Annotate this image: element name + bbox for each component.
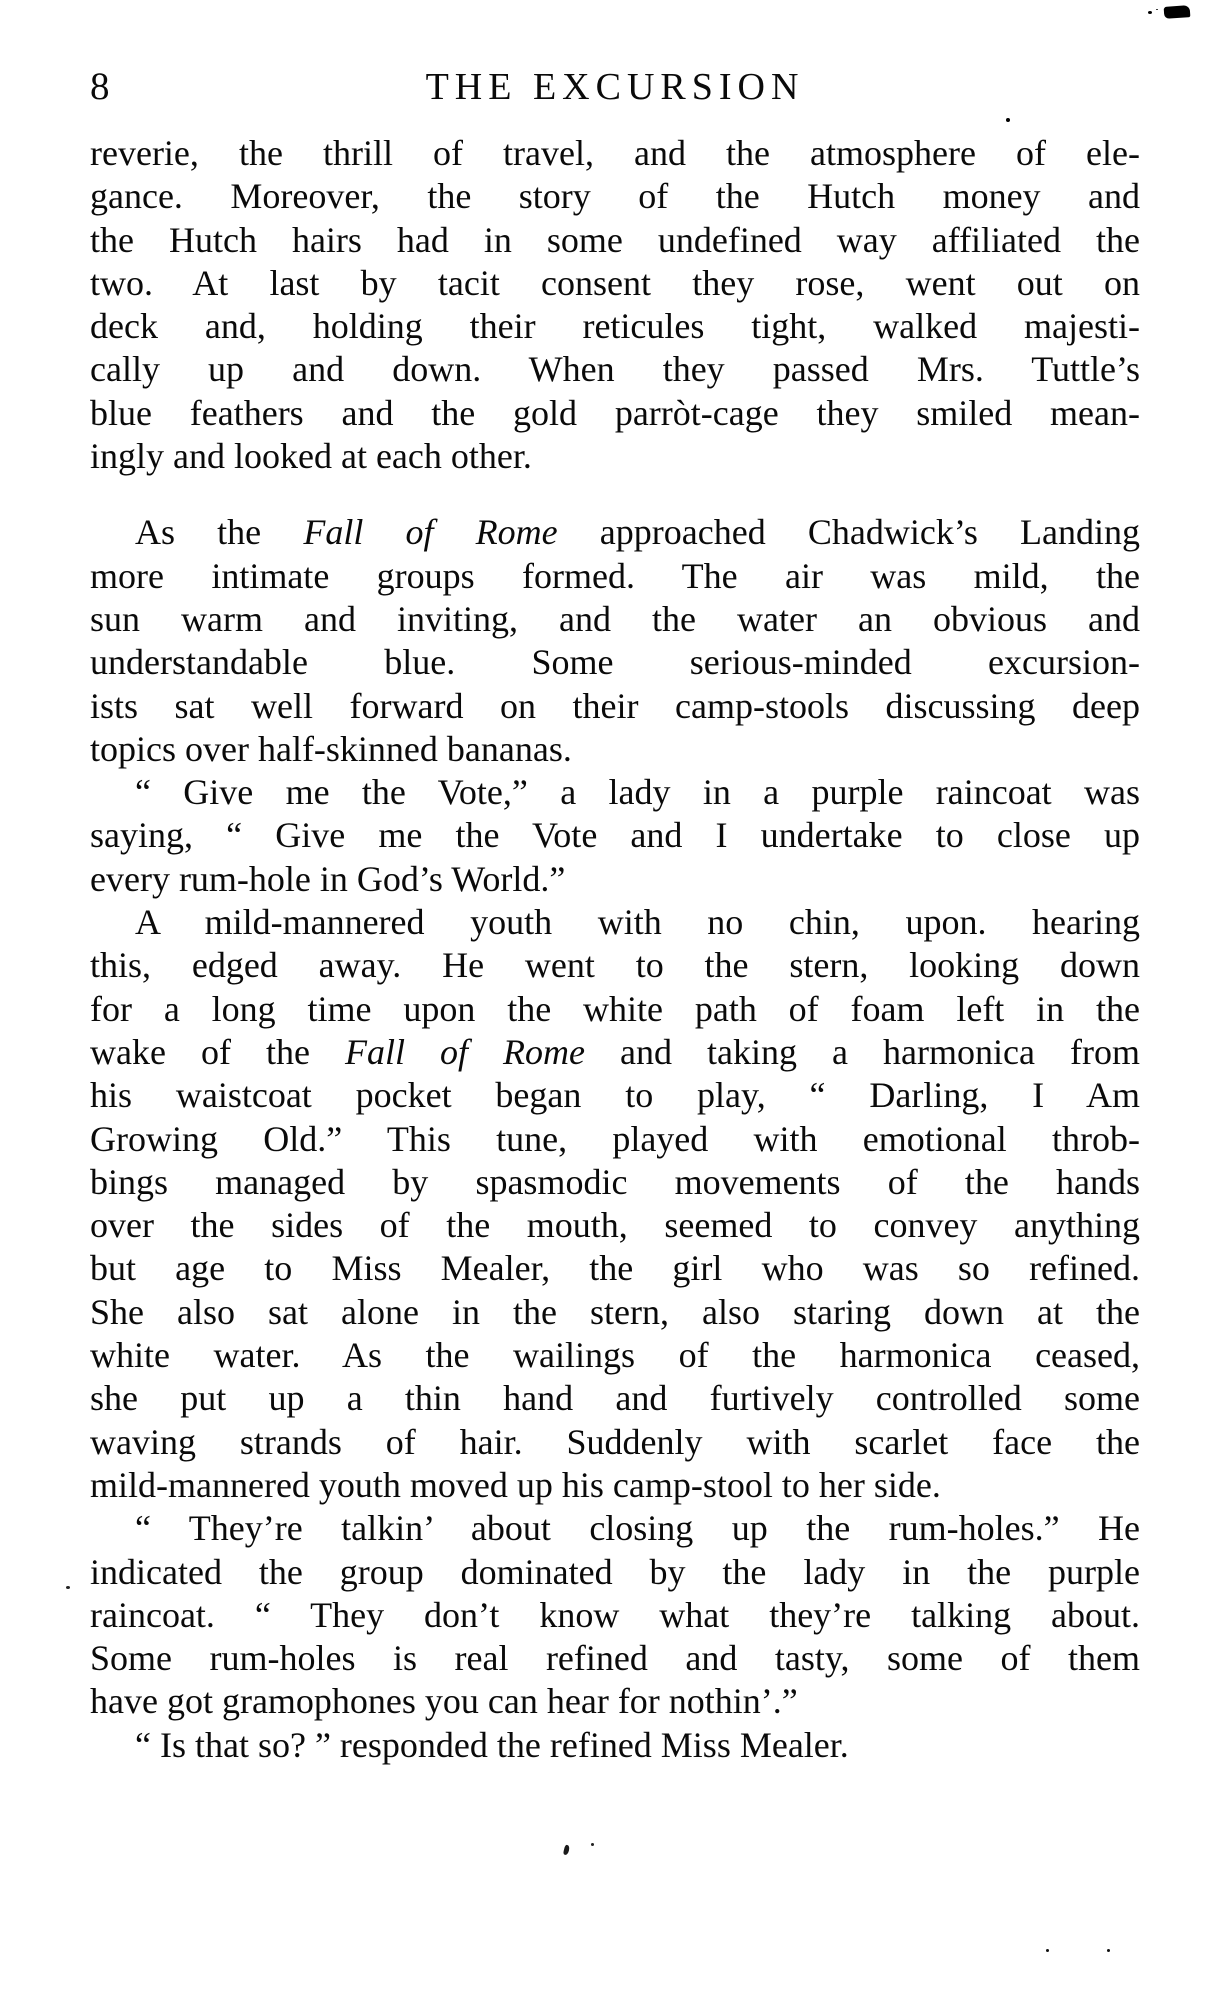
- text-line: [90, 1031, 1140, 1074]
- text-run: his waistcoat pocket began to play, “ Darling, I Am: [90, 1075, 1140, 1116]
- text-run: two. At last by tacit consent they rose, went out on: [90, 262, 1140, 303]
- ink-speck: [1046, 1949, 1049, 1952]
- text-line: [90, 814, 1140, 857]
- ink-speck: [66, 1586, 70, 1589]
- text-line: [90, 175, 1140, 218]
- ink-speck: [1006, 118, 1010, 122]
- text-run: approached Chadwick’s Landing: [557, 512, 1140, 553]
- text-line: [90, 305, 1140, 348]
- text-run: over the sides of the mouth, seemed to convey anything: [90, 1205, 1140, 1246]
- text-run: Some rum-holes is real refined and tasty, some of them: [90, 1638, 1140, 1679]
- text-run: more intimate groups formed. The air was mild, the: [90, 555, 1140, 596]
- italic-text: Fall of Rome: [345, 1031, 586, 1072]
- text-line: [90, 641, 1140, 684]
- text-line: [90, 1594, 1140, 1637]
- text-run: wake of the: [90, 1031, 345, 1072]
- text-line: [90, 392, 1140, 435]
- text-line: [90, 1421, 1140, 1464]
- paragraph: [90, 132, 1140, 478]
- ink-speck: [1107, 1949, 1110, 1952]
- text-run: ingly and looked at each other.: [90, 436, 532, 477]
- text-line: [90, 435, 1140, 478]
- text-line: [90, 1551, 1140, 1594]
- text-line: [90, 132, 1140, 175]
- text-run: she put up a thin hand and furtively controlled some: [90, 1378, 1140, 1419]
- page-header: [90, 64, 1140, 110]
- text-line: [90, 1464, 1140, 1507]
- text-run: bings managed by spasmodic movements of the hands: [90, 1161, 1140, 1202]
- page-number: 8: [90, 65, 110, 108]
- text-run: indicated the group dominated by the lady in the purple: [90, 1551, 1140, 1592]
- text-line: [90, 685, 1140, 728]
- ink-speck: [563, 1845, 570, 1856]
- text-run: but age to Miss Mealer, the girl who was so refined.: [90, 1248, 1140, 1289]
- ink-speck: [1148, 11, 1152, 14]
- text-run: waving strands of hair. Suddenly with scarlet face the: [90, 1421, 1140, 1462]
- text-run: gance. Moreover, the story of the Hutch money and: [90, 176, 1140, 217]
- text-run: She also sat alone in the stern, also staring down at the: [90, 1291, 1140, 1332]
- text-run: have got gramophones you can hear for nothin’.”: [90, 1681, 798, 1722]
- text-line: [90, 728, 1140, 771]
- text-run: white water. As the wailings of the harmonica ceased,: [90, 1335, 1140, 1376]
- text-run: “ They’re talkin’ about closing up the rum-holes.” He: [135, 1508, 1140, 1549]
- text-line: [90, 1680, 1140, 1723]
- text-line: [90, 1074, 1140, 1117]
- text-line: [90, 1724, 1140, 1767]
- text-run: blue feathers and the gold parròt-cage they smiled mean-: [90, 392, 1140, 433]
- text-line: [90, 598, 1140, 641]
- text-run: the Hutch hairs had in some undefined way affiliated the: [90, 219, 1140, 260]
- text-run: reverie, the thrill of travel, and the atmosphere of ele-: [90, 133, 1140, 173]
- text-line: [90, 1507, 1140, 1550]
- italic-text: Fall of Rome: [303, 512, 558, 553]
- text-line: [90, 858, 1140, 901]
- text-line: [90, 1161, 1140, 1204]
- text-run: for a long time upon the white path of foam left in the: [90, 988, 1140, 1029]
- text-run: understandable blue. Some serious-minded excursion-: [90, 642, 1140, 683]
- text-run: As the: [135, 512, 304, 553]
- text-line: [90, 1334, 1140, 1377]
- text-line: [90, 262, 1140, 305]
- text-run: Growing Old.” This tune, played with emotional throb-: [90, 1118, 1140, 1159]
- text-run: ists sat well forward on their camp-stools discussing deep: [90, 685, 1140, 726]
- text-run: every rum-hole in God’s World.”: [90, 858, 566, 899]
- text-line: [90, 1204, 1140, 1247]
- text-run: saying, “ Give me the Vote and I undertake to close up: [90, 815, 1140, 856]
- text-line: [90, 901, 1140, 944]
- text-line: [90, 555, 1140, 598]
- text-run: deck and, holding their reticules tight, walked majesti-: [90, 306, 1140, 347]
- text-line: [90, 1291, 1140, 1334]
- text-line: [90, 1247, 1140, 1290]
- text-run: sun warm and inviting, and the water an obvious and: [90, 598, 1140, 639]
- text-block: [90, 132, 1140, 1767]
- text-run: “ Is that so? ” responded the refined Miss Mealer.: [135, 1724, 849, 1765]
- paragraph: [90, 901, 1140, 1507]
- paragraph: [90, 1507, 1140, 1723]
- paragraph: [90, 771, 1140, 901]
- text-line: [90, 771, 1140, 814]
- text-line: [90, 988, 1140, 1031]
- text-line: [90, 1118, 1140, 1161]
- text-run: topics over half-skinned bananas.: [90, 728, 572, 769]
- text-run: “ Give me the Vote,” a lady in a purple raincoat was: [135, 772, 1140, 813]
- text-run: and taking a harmonica from: [585, 1031, 1140, 1072]
- paragraph: [90, 511, 1140, 771]
- text-run: A mild-mannered youth with no chin, upon. hearing: [135, 902, 1140, 943]
- paragraph: [90, 1724, 1140, 1767]
- text-line: [90, 1377, 1140, 1420]
- text-line: [90, 511, 1140, 554]
- text-line: [90, 348, 1140, 391]
- text-line: [90, 944, 1140, 987]
- text-run: mild-mannered youth moved up his camp-stool to her side.: [90, 1464, 941, 1505]
- text-run: cally up and down. When they passed Mrs. Tuttle’s: [90, 349, 1140, 390]
- running-title: THE EXCURSION: [425, 66, 805, 108]
- text-line: [90, 219, 1140, 262]
- ink-speck: [591, 1843, 594, 1846]
- text-run: this, edged away. He went to the stern, looking down: [90, 945, 1140, 986]
- text-run: raincoat. “ They don’t know what they’re talking about.: [90, 1594, 1140, 1635]
- text-line: [90, 1637, 1140, 1680]
- ink-smudge: [1164, 5, 1191, 19]
